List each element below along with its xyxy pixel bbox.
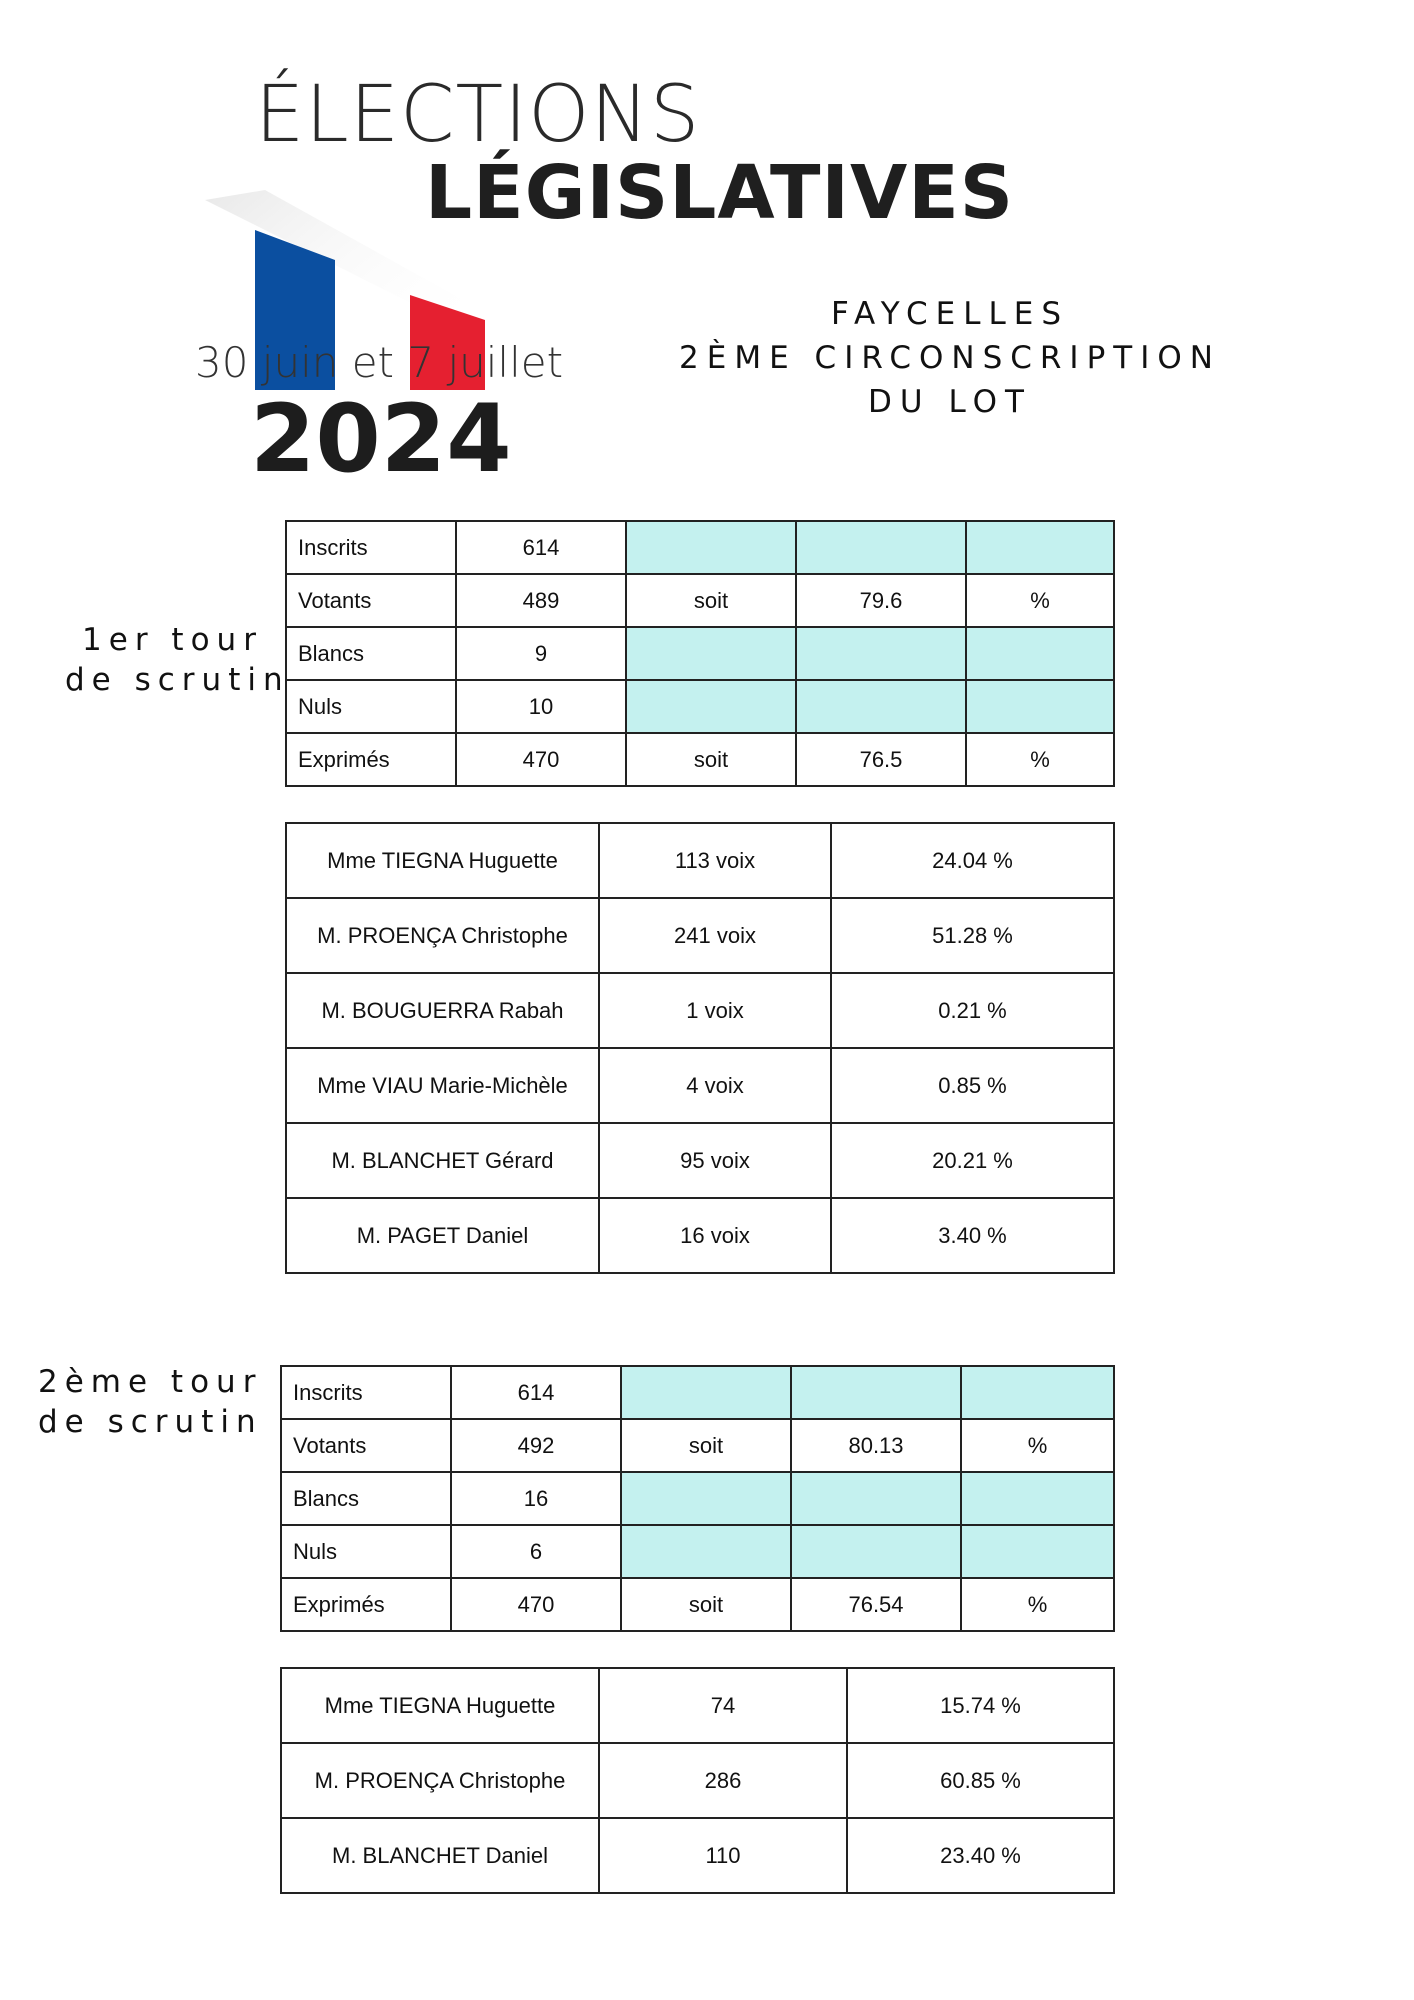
table-row — [281, 1366, 1114, 1419]
round2-label-line1: 2ème tour — [38, 1364, 263, 1400]
round2-candidates-table — [280, 1667, 1115, 1894]
table-row — [281, 1525, 1114, 1578]
stat-label: Exprimés — [286, 733, 456, 786]
commune-name: FAYCELLES — [830, 296, 1070, 332]
stat-unit: % — [961, 1578, 1114, 1631]
stat-label: Votants — [281, 1419, 451, 1472]
stat-unit: % — [966, 574, 1114, 627]
candidate-percent: 20.21 % — [831, 1123, 1114, 1198]
stat-label: Exprimés — [281, 1578, 451, 1631]
table-row — [286, 1123, 1114, 1198]
round1-label-line1: 1er tour — [82, 622, 263, 658]
candidate-percent: 0.85 % — [831, 1048, 1114, 1123]
stat-percent: 79.6 — [796, 574, 966, 627]
table-row — [281, 1472, 1114, 1525]
candidate-percent: 60.85 % — [847, 1743, 1114, 1818]
round2-stats-table — [280, 1365, 1115, 1632]
stat-label: Votants — [286, 574, 456, 627]
empty-cell — [966, 521, 1114, 574]
candidate-name: M. PROENÇA Christophe — [286, 898, 599, 973]
stat-unit: % — [966, 733, 1114, 786]
logo-year: 2024 — [250, 385, 512, 494]
table-row — [281, 1578, 1114, 1631]
stat-value: 9 — [456, 627, 626, 680]
location-header — [640, 292, 1260, 424]
stat-value: 614 — [451, 1366, 621, 1419]
candidate-name: M. PROENÇA Christophe — [281, 1743, 599, 1818]
candidate-percent: 3.40 % — [831, 1198, 1114, 1273]
empty-cell — [961, 1472, 1114, 1525]
logo-dates: 30 juin et 7 juillet — [195, 338, 564, 387]
elections-logo — [195, 60, 1015, 494]
empty-cell — [621, 1525, 791, 1578]
stat-value: 10 — [456, 680, 626, 733]
empty-cell — [791, 1472, 961, 1525]
round1-candidates-table — [285, 822, 1115, 1274]
stat-value: 470 — [451, 1578, 621, 1631]
empty-cell — [796, 680, 966, 733]
empty-cell — [966, 680, 1114, 733]
stat-value: 16 — [451, 1472, 621, 1525]
empty-cell — [796, 627, 966, 680]
stat-soit: soit — [621, 1578, 791, 1631]
candidate-percent: 23.40 % — [847, 1818, 1114, 1893]
stat-label: Blancs — [286, 627, 456, 680]
department-line: DU LOT — [868, 384, 1032, 420]
candidate-votes: 4 voix — [599, 1048, 831, 1123]
stat-label: Nuls — [286, 680, 456, 733]
table-row — [281, 1818, 1114, 1893]
empty-cell — [626, 627, 796, 680]
logo-title-elections: ÉLECTIONS — [255, 70, 701, 160]
stat-value: 492 — [451, 1419, 621, 1472]
candidate-votes: 1 voix — [599, 973, 831, 1048]
candidate-name: M. BLANCHET Gérard — [286, 1123, 599, 1198]
table-row — [281, 1668, 1114, 1743]
candidate-votes: 95 voix — [599, 1123, 831, 1198]
empty-cell — [621, 1472, 791, 1525]
stat-label: Nuls — [281, 1525, 451, 1578]
candidate-name: Mme TIEGNA Huguette — [286, 823, 599, 898]
empty-cell — [961, 1525, 1114, 1578]
table-row — [286, 1198, 1114, 1273]
table-row — [286, 973, 1114, 1048]
stat-value: 614 — [456, 521, 626, 574]
candidate-percent: 0.21 % — [831, 973, 1114, 1048]
candidate-percent: 51.28 % — [831, 898, 1114, 973]
circonscription-line: 2ÈME CIRCONSCRIPTION — [679, 340, 1221, 376]
table-row — [286, 521, 1114, 574]
stat-percent: 76.54 — [791, 1578, 961, 1631]
stat-value: 6 — [451, 1525, 621, 1578]
table-row — [286, 1048, 1114, 1123]
table-row — [286, 823, 1114, 898]
candidate-name: M. BLANCHET Daniel — [281, 1818, 599, 1893]
table-row — [286, 680, 1114, 733]
stat-percent: 80.13 — [791, 1419, 961, 1472]
candidate-name: Mme VIAU Marie-Michèle — [286, 1048, 599, 1123]
round1-label — [65, 620, 290, 700]
table-row — [281, 1743, 1114, 1818]
candidate-votes: 110 — [599, 1818, 847, 1893]
candidate-votes: 16 voix — [599, 1198, 831, 1273]
candidate-name: Mme TIEGNA Huguette — [281, 1668, 599, 1743]
round2-label-line2: de scrutin — [38, 1404, 263, 1440]
candidate-name: M. PAGET Daniel — [286, 1198, 599, 1273]
candidate-votes: 241 voix — [599, 898, 831, 973]
empty-cell — [621, 1366, 791, 1419]
stat-label: Inscrits — [281, 1366, 451, 1419]
empty-cell — [966, 627, 1114, 680]
table-row — [286, 898, 1114, 973]
candidate-votes: 113 voix — [599, 823, 831, 898]
table-row — [281, 1419, 1114, 1472]
empty-cell — [626, 521, 796, 574]
stat-label: Inscrits — [286, 521, 456, 574]
empty-cell — [961, 1366, 1114, 1419]
stat-unit: % — [961, 1419, 1114, 1472]
table-row — [286, 627, 1114, 680]
stat-value: 470 — [456, 733, 626, 786]
round2-label — [38, 1362, 263, 1442]
candidate-percent: 15.74 % — [847, 1668, 1114, 1743]
empty-cell — [791, 1525, 961, 1578]
candidate-votes: 286 — [599, 1743, 847, 1818]
candidate-votes: 74 — [599, 1668, 847, 1743]
candidate-percent: 24.04 % — [831, 823, 1114, 898]
stat-percent: 76.5 — [796, 733, 966, 786]
empty-cell — [626, 680, 796, 733]
stat-label: Blancs — [281, 1472, 451, 1525]
candidate-name: M. BOUGUERRA Rabah — [286, 973, 599, 1048]
stat-soit: soit — [621, 1419, 791, 1472]
stat-soit: soit — [626, 733, 796, 786]
stat-value: 489 — [456, 574, 626, 627]
table-row — [286, 574, 1114, 627]
round1-label-line2: de scrutin — [65, 662, 290, 698]
stat-soit: soit — [626, 574, 796, 627]
logo-title-legislatives: LÉGISLATIVES — [425, 150, 1015, 236]
round1-stats-table — [285, 520, 1115, 787]
empty-cell — [791, 1366, 961, 1419]
table-row — [286, 733, 1114, 786]
empty-cell — [796, 521, 966, 574]
